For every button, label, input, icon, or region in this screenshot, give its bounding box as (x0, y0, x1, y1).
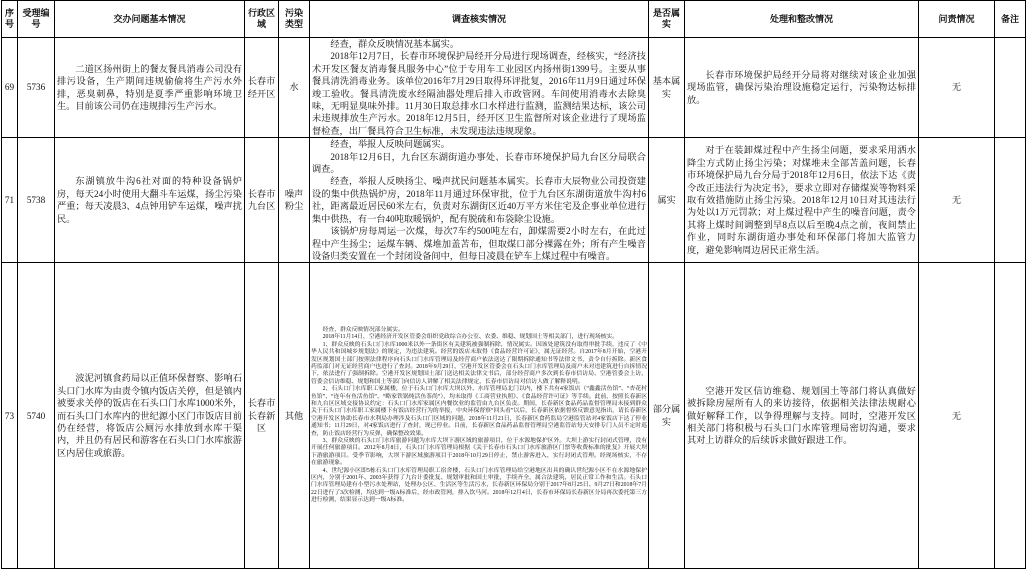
header-verified: 是否属实 (649, 1, 685, 38)
row-investigation (310, 138, 649, 263)
table-row (2, 138, 1026, 263)
row-no: 73 (2, 263, 18, 569)
row-remarks (995, 138, 1026, 263)
row-verified: 属实 (649, 138, 685, 263)
row-verified: 基本属实 (649, 38, 685, 138)
row-remarks (995, 263, 1026, 569)
row-remarks (995, 38, 1026, 138)
header-investigation: 调查核实情况 (310, 1, 649, 38)
row-verified: 部分属实 (649, 263, 685, 569)
row-district: 长春市九台区 (245, 138, 279, 263)
row-pollution-type: 噪声粉尘 (279, 138, 310, 263)
handling-text: 对于在装卸煤过程中产生扬尘问题，要求采用洒水降尘方式防止扬尘污染；对煤堆未全部苫盖问题，长春市环境保护局九台分局于2018年12月6日，依法下达《责令改正违法行为决定书》，要求立即对存储煤炭等物料采取有效措施防止扬尘污染。2018年12月10日对其违法行为处以1万元罚款；对上煤过程中产生的噪音问题，责令其将上煤时间调整到早8点以后至晚4点之前，夜间禁止作业，同时东湖街道办事处和环保部门将加大监管力度，避免影响周边居民正常生活。 (687, 145, 916, 255)
row-accountability: 无 (919, 38, 995, 138)
row-accountability: 无 (919, 263, 995, 569)
issue-text: 二道区扬州街上的餐友餐具消毒公司没有排污设备，生产期间违规偷偷将生产污水外排，恶臭刺鼻，特别是夏季严重影响环境卫生。目前该公司仍在违规排污生产污水。 (57, 63, 242, 112)
investigation-paragraph: 2、石头口门水库职工家属楼，位于石头口门水库大坝以外、水库管理局北门以内，楼下共有4家饭店（“鑫鑫活鱼馆”、“杏花村鱼馆”、“连年有鱼活鱼馆”、“略家铁锅炖活鱼茶尚”），均未取得《工商营业执照》、《食品经营许可证》等手续。此前，按照长春新区和九台区区域交接协议约定：石头口门水库家属区内餐饮业的监管由九台区负责。期间，长春新区食品药品监督管理局未接到群众关于石头口门水库职工家属楼下有饭店经营行为的举报，中央环保督察“回头看”以后，长春新区依据督察反馈意见指出，请长春新区空港开发区协助长春市水利局办理涉及石头口门区域的问题。2018年11月21日，长春新区食药监局空港监管站对4家饭店下达了停业通知书；11月29日，对4家饭店进行了查封，现已停业。目前，长春新区食品药品监督管理局空港监管站每天安排专门人员不定时巡查，防止饭店经营行为反弹，确保整改效果。 (311, 386, 647, 437)
header-remarks: 备注 (995, 1, 1026, 38)
case-table (1, 0, 1026, 569)
header-case-id: 受理编号 (18, 1, 55, 38)
row-no: 69 (2, 38, 18, 138)
row-investigation (310, 38, 649, 138)
investigation-paragraph: 1、群众反映的石头口门水库1000米以外一条街区有关建筑被强制拆除，情况属实。因该处建筑没有取得审批手续，违反了《中华人民共和国城乡规划法》的规定，为违法建筑。经营的饭店未取得《食品经营许可证》，属无证经营。自2017年8月开始，空港开发区规划国土部门按照法律程序向石头口门水库管理局及经营商户依法送达了限期拆除通知书等法律文书，责令自行拆除。新区食药监部门对无证经营商户也进行了查封。2018年9月29日，空港开发区管委会在石头口门水库管理局及商户未对违建筑进行自拆情况下，依法进行了强制拆除。空港开发区规划国土部门送达相关法律文书后，部分经营商户多次到长春市信访局、空港管委会上访，管委会信访维稳、规划和国土等部门向信访人讲解了相关法律规定，长春市信访局对信访人做了解释说明。 (311, 341, 647, 385)
row-district: 长春市经开区 (245, 38, 279, 138)
handling-text: 长春市环境保护局经开分局将对继续对该企业加强现场监管，确保污染治理设施稳定运行，污染物达标排放。 (687, 70, 916, 105)
header-district: 行政区域 (245, 1, 279, 38)
row-case-id: 5736 (18, 38, 55, 138)
issue-text: 东湖镇放牛沟6社对面的特种设备锅炉房，每天24小时使用大翻斗车运煤，扬尘污染严重；每天凌晨3、4点钟用铲车运煤，噪声扰民。 (57, 176, 242, 224)
row-accountability: 无 (919, 138, 995, 263)
header-issue: 交办问题基本情况 (55, 1, 245, 38)
investigation-paragraph: 经查，群众反映情况基本属实。 (330, 39, 460, 49)
row-handling (685, 138, 919, 263)
row-handling (685, 263, 919, 569)
header-no: 序号 (2, 1, 18, 38)
header-accountability: 问责情况 (919, 1, 995, 38)
investigation-paragraph: 经查，举报人反映扬尘、噪声扰民问题基本属实。长春市大辰物业公司投资建设的集中供热锅炉房，2018年11月通过环保审批，位于九台区东湖街道放牛沟村6社，距离最近居民60米左右，负责对东湖街区近40万平方米住宅及企事业单位进行集中供热，有一台40吨取暖锅炉，配有脱硫和布袋除尘设施。 (312, 176, 646, 224)
investigation-paragraph: 2018年11月14日，空港经济开发区管委会组织党政综合办公室、农委、维稳、规划国土等相关部门，进行现场核实。 (322, 334, 619, 341)
investigation-paragraph: 2018年12月6日，九台区东湖街道办事处、长春市环境保护局九台区分局联合调查。 (312, 151, 646, 175)
row-issue (55, 38, 245, 138)
header-handling: 处理和整改情况 (685, 1, 919, 38)
row-issue (55, 138, 245, 263)
row-case-id: 5740 (18, 263, 55, 569)
row-issue (55, 263, 245, 569)
table-row (2, 38, 1026, 138)
header-pollution-type: 污染类型 (279, 1, 310, 38)
row-pollution-type: 水 (279, 38, 310, 138)
investigation-paragraph: 2018年12月7日，长春市环境保护局经开分局进行现场调查，经核实，“经济技术开发区餐友消毒餐具服务中心”位于专用车工业园区内扬州街1399号。主要从事餐具清洗消毒业务。该单位2016年7月29日取得环评批复，2016年11月9日通过环保竣工验收。餐具清洗废水经隔油器处理后排入市政管网。车间使用消毒水去除臭味，无明显臭味外排。11月30日取总排水口水样进行监测，监测结果达标，该公司未违规排放生产污水。2018年12月5日，经开区卫生监督所对该企业进行了现场监督检查，出厂餐具符合卫生标准，未发现违法违规现象。 (312, 51, 646, 136)
investigation-paragraph: 该锅炉房每周运一次煤，每次7车约500吨左右，卸煤需要2小时左右，在此过程中产生扬尘；运煤车辆、煤堆加盖苫布，但取煤口部分裸露在外；所有产生噪音设备归类安置在一个封闭设备间中，但每日凌晨在铲车上煤过程中有噪音。 (312, 226, 646, 261)
row-case-id: 5738 (18, 138, 55, 263)
row-investigation (310, 263, 649, 569)
row-handling (685, 38, 919, 138)
header-row (2, 1, 1026, 38)
row-district: 长春市长春新区 (245, 263, 279, 569)
handling-text: 空港开发区信访维稳、规划国土等部门将认真做好被拆除房屋所有人的来访接待，依据相关法律法规耐心做好解释工作，以争得理解与支持。同时，空港开发区相关部门将积极与石头口门水库管理局密切沟通，要求其对上访群众的后续诉求做好跟进工作。 (687, 385, 916, 446)
investigation-paragraph: 经查，群众反映情况部分属实。 (322, 326, 404, 333)
row-pollution-type: 其他 (279, 263, 310, 569)
row-no: 71 (2, 138, 18, 263)
issue-text: 波泥河镇食药局以正值环保督察、影响石头口门水库为由责令镇内饭店关停，但是镇内被要求关停的饭店在石头口门水库1000米外，而石头口门水库内的世纪源小区门市饭店目前仍在经营，将饭店公厕污水排放到水库干渠内，并且仍有居民和游客在石头口门水库旅游区内居住或旅游。 (57, 373, 242, 458)
investigation-paragraph: 3、群众反映的石头口门水库旅游问题为水库大坝下游区域的旅游项目，位于水源地保护区外。大坝上游实行封闭式管理，没有开展任何旅游项目。2012年8月8日，石头口门水库管理局根据《关于长春市石头口门水库旅游区门票等收费标准的批复》开展大坝下游旅游项目。受季节影响，大坝下游区域旅游项目于2018年10月29日停止，禁止游客进入，实行封闭式管理。经现场核实，不存在旅游现象。 (311, 438, 647, 467)
investigation-paragraph: 经查，举报人反映问题属实。 (330, 139, 450, 150)
table-row (2, 263, 1026, 569)
investigation-paragraph: 4、世纪源小区即5栋石头口门水库管理局职工宿舍楼，石头口门水库管理局给空港地区出具的确认世纪源小区不在水源地保护区内，分别于2001年、2003年获得了九台计委批复、规划审批和国土审批，手续齐全，属合法建筑，居民正常工作和生活。石头口门水库管理局建有小型污水处理站，处理办公区、生活区等生活污水，长春新区环保局分别于2017年8月25日、9月27日和2018年7月22日进行了3次检测，均达到一级A标准后，经市政管网，排入饮马河。2018年12月4日，长春市环保局长春新区分局再次委托第三方进行检测，结果显示达到一级A标准。 (311, 467, 647, 504)
